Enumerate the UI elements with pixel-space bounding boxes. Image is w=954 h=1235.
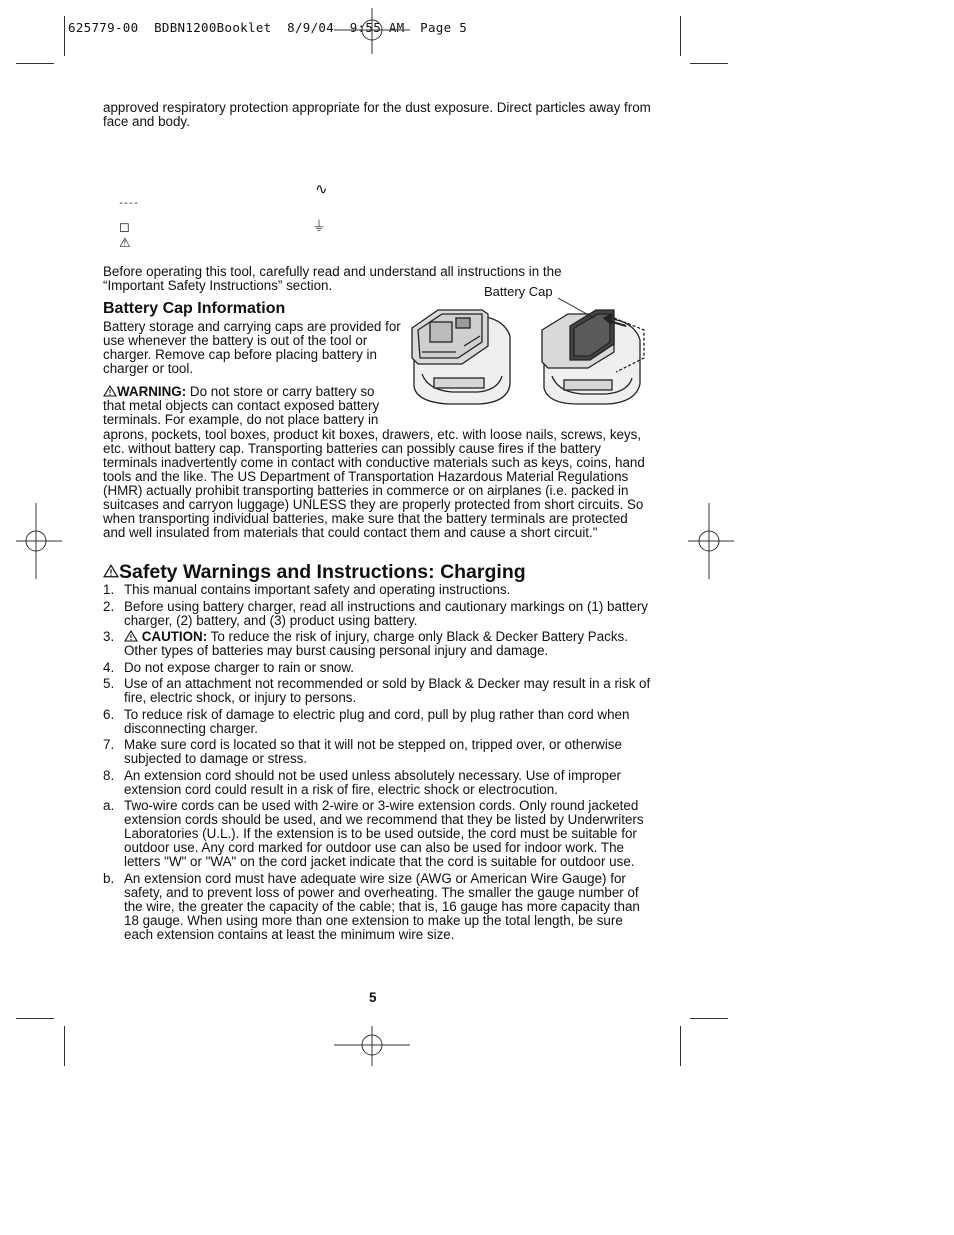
print-slug: 625779-00 BDBN1200Booklet 8/9/04 9:55 AM Page 5 <box>68 20 468 35</box>
battery-cap-text: Battery storage and carrying caps are provided for use whenever the battery is out of the tool or charger. Remove cap before placing battery in charger or tool. <box>103 319 401 376</box>
list-item-text: An extension cord must have adequate wire size (AWG or American Wire Gauge) for safety, and to prevent loss of power and overheating. The smaller the gauge number of the wire, the greater the capacity of the cable; that is, 16 gauge has more capacity than 18 gauge. When using more than one extension to make up the total length, be sure each extension contains at least the minimum wire size. <box>124 870 640 942</box>
warning-triangle-icon <box>124 630 138 642</box>
list-item-text: To reduce risk of damage to electric plug and cord, pull by plug rather than cord when disconnecting charger. <box>124 706 630 736</box>
registration-mark-top <box>334 8 410 54</box>
list-item-text: Make sure cord is located so that it will not be stepped on, tripped over, or otherwise subjected to damage or stress. <box>124 737 622 766</box>
list-item-text: This manual contains important safety and operating instructions. <box>124 582 511 597</box>
list-item: b. An extension cord must have adequate wire size (AWG or American Wire Gauge) for safety, and to prevent loss of power and overheating. The smaller the gauge number of the wire, the greater the capacity of the cable; that is, 16 gauge has more capacity than 18 gauge. When using more than one extension to make up the total length, be sure each extension contains at least the minimum wire size. <box>103 870 640 942</box>
registration-mark-bottom <box>334 1026 410 1066</box>
registration-mark-left <box>16 503 62 579</box>
list-item-text: Two-wire cords can be used with 2-wire or 3-wire extension cords. Only round jacketed extension cords should be used, and we recommend that they be listed by Underwriters Laboratories (U.L.). If the extension is to be used outside, the cord must be suitable for outdoor use. Any cord marked for outdoor use can also be used for indoor work. The letters "W" or "WA" on the cord jacket indicate that the cord is suitable for outdoor use. <box>124 798 644 869</box>
list-item-text: Use of an attachment not recommended or sold by Black & Decker may result in a risk of fire, electric shock, or injury to persons. <box>124 676 651 705</box>
list-item: a. Two-wire cords can be used with 2-wire or 3-wire extension cords. Only round jacketed extension cords should be used, and we recommend that they be listed by Underwriters Laboratories (U.L.). If the extension is to be used outside, the cord must be suitable for outdoor use. Any cord marked for outdoor use can also be used for indoor work. The letters "W" or "WA" on the cord jacket indicate that the cord is suitable for outdoor use. <box>103 798 644 869</box>
list-item-text: To reduce the risk of injury, charge only Black & Decker Battery Packs. Other types of batteries may burst causing personal injury and damage. <box>124 629 628 658</box>
list-item: 1. This manual contains important safety and operating instructions. <box>103 582 511 597</box>
charging-instructions-list <box>103 583 651 944</box>
list-item: 5. Use of an attachment not recommended or sold by Black & Decker may result in a risk of fire, electric shock, or injury to persons. <box>103 676 651 705</box>
warning-lead-text: Do not store or carry battery so that metal objects can contact exposed battery terminals. For example, do not place battery in <box>103 384 380 427</box>
class2-symbol-icon: ◻ <box>119 219 130 234</box>
warning-triangle-icon <box>103 385 117 397</box>
figure-caption: Battery Cap <box>484 284 553 299</box>
battery-warning-lead <box>103 385 395 427</box>
warning-symbol-icon: ⚠ <box>119 235 131 250</box>
list-item: 8. An extension cord should not be used unless absolutely necessary. Use of improper extension cord could result in a risk of fire, electric shock or electrocution. <box>103 767 621 797</box>
battery-warning-rest: aprons, pockets, tool boxes, product kit boxes, drawers, etc. with loose nails, screws, keys, etc. without battery cap. Transporting batteries can possibly cause fires if the battery terminals inadvertently come in contact with conductive materials such as keys, coins, hand tools and the like. The US Department of Transportation Hazardous Material Regulations (HMR) actually prohibit transporting batteries in commerce or on airplanes (i.e. packed in suitcases and carryon luggage) UNLESS they are properly protected from short circuits. So when transporting individual batteries, make sure that the battery terminals are protected and well insulated from materials that could contact them and cause a short circuit." <box>103 427 645 540</box>
warning-label: WARNING: <box>117 384 187 399</box>
list-item: 6. To reduce risk of damage to electric plug and cord, pull by plug rather than cord when disconnecting charger. <box>103 706 630 736</box>
list-item: 4. Do not expose charger to rain or snow. <box>103 659 355 675</box>
list-item: 3. CAUTION: To reduce the risk of injury, charge only Black & Decker Battery Packs. Other types of batteries may burst causing personal injury and damage. <box>103 629 628 658</box>
battery-cap-heading: Battery Cap Information <box>103 300 286 317</box>
list-item: 2. Before using battery charger, read all instructions and cautionary markings on (1) battery charger, (2) battery, and (3) product using battery. <box>103 598 648 628</box>
battery-without-cap <box>412 310 510 404</box>
warning-triangle-icon <box>103 564 119 578</box>
ac-symbol-icon: ∿ <box>315 181 328 198</box>
battery-cap-figure <box>408 296 650 408</box>
list-item-text: An extension cord should not be used unless absolutely necessary. Use of improper extension cord could result in a risk of fire, electric shock or electrocution. <box>124 767 621 797</box>
charging-section-title <box>103 561 526 583</box>
earth-symbol-icon: ⏚ <box>312 218 326 234</box>
caution-label: CAUTION: <box>141 629 208 644</box>
page-number: 5 <box>369 990 377 1005</box>
before-operating-paragraph: Before operating this tool, carefully read and understand all instructions in the “Important Safety Instructions” section. <box>103 264 562 293</box>
registration-mark-right <box>688 503 734 579</box>
list-item-text: Do not expose charger to rain or snow. <box>124 659 355 675</box>
charging-title-text: Safety Warnings and Instructions: Charging <box>119 561 526 583</box>
dc-symbol-icon: ---- <box>118 198 139 209</box>
intro-paragraph: approved respiratory protection appropriate for the dust exposure. Direct particles away from face and body. <box>103 100 651 129</box>
battery-with-cap <box>542 310 644 404</box>
list-item-text: Before using battery charger, read all instructions and cautionary markings on (1) battery charger, (2) battery, and (3) product using battery. <box>124 598 648 628</box>
list-item: 7. Make sure cord is located so that it will not be stepped on, tripped over, or otherwise subjected to damage or stress. <box>103 737 622 766</box>
